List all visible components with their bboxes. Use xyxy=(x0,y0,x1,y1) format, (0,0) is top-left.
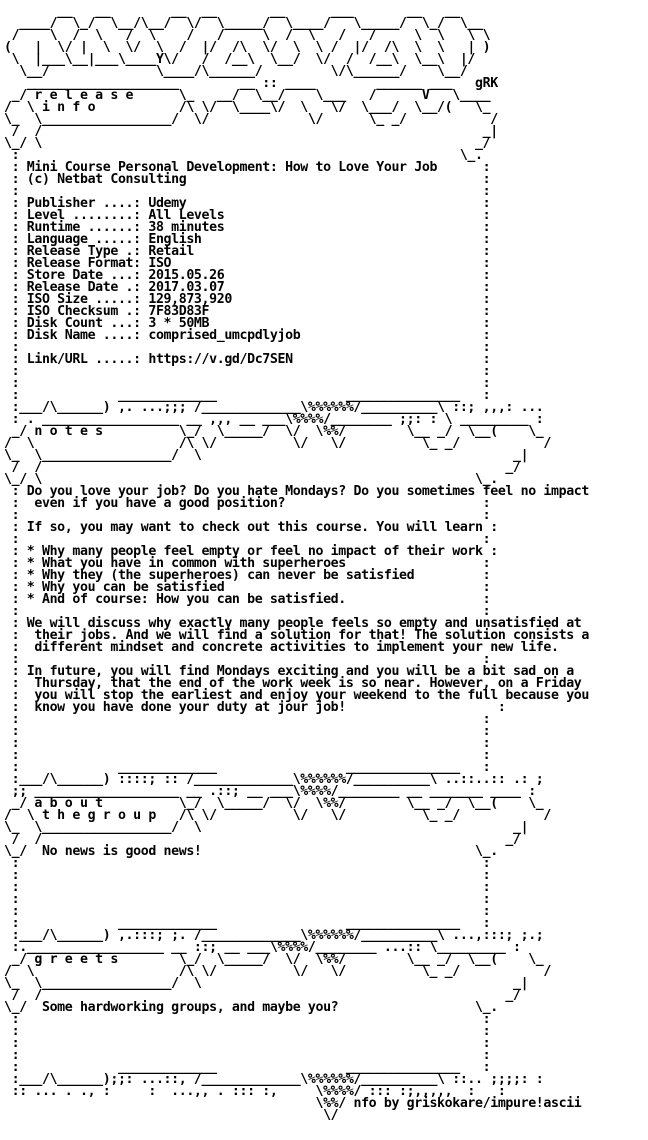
nfo-line: : Thursday, that the end of the work week is so near. However, on a Friday xyxy=(4,676,582,691)
nfo-line: : Level ........: All Levels : xyxy=(4,208,491,223)
nfo-line: : If so, you may want to check out this course. You will learn : xyxy=(4,520,498,535)
nfo-line: : : xyxy=(4,1048,491,1063)
nfo-line: / / _/ xyxy=(4,460,521,475)
nfo-line: \/ xyxy=(4,1108,339,1123)
nfo-line: \%%/ nfo by griskokare/impure!ascii xyxy=(4,1096,582,1111)
nfo-line: : Disk Name ....: comprised_umcpdlyjob : xyxy=(4,328,491,343)
nfo-line: \ |___\__|___\____Y\/ / /__\ \__/ \/ / /__\ \__\ |/ xyxy=(4,52,476,67)
nfo-line: : : xyxy=(4,880,491,895)
nfo-line: : : xyxy=(4,1012,491,1027)
nfo-line: : : xyxy=(4,724,491,739)
nfo-line: : even if you have a good position? : xyxy=(4,496,491,511)
nfo-line: : . __________________ __ ,,, __ ___\%%%%/________ ;;: : \ _________ : xyxy=(4,412,544,427)
nfo-line: \_ \_________________/ \ _| xyxy=(4,976,529,991)
nfo-line: : Link/URL .....: https://v.gd/Dc7SEN : xyxy=(4,352,491,367)
nfo-line: : * Why they (the superheroes) can never be satisfied : xyxy=(4,568,491,583)
nfo-line: : Do you love your job? Do you hate Mondays? Do you sometimes feel no impact xyxy=(4,484,589,499)
nfo-line: : : xyxy=(4,376,491,391)
nfo-line: _/ n o t e s \_/ \_____/ \/ \%%/ \__ _/ \__( \_ xyxy=(4,424,544,439)
nfo-line: :___/\______);;: ...::, /_____________\%%%%%%/__________\ ::.. ;;;;: : xyxy=(4,1072,544,1087)
nfo-line: : _____________ _______________ : xyxy=(4,760,491,775)
nfo-line: : : xyxy=(4,604,491,619)
nfo-line: : : xyxy=(4,736,491,751)
nfo-line: : : xyxy=(4,892,491,907)
nfo-line: : \_. xyxy=(4,148,483,163)
nfo-line: : * Why you can be satisfied : xyxy=(4,580,491,595)
nfo-line: ____/ \_/ \__/\__/ \/ \_____/ \____/ \_____/ \_/ \__ xyxy=(4,16,483,31)
nfo-line: : : xyxy=(4,652,491,667)
nfo-line: : _____________ _______________ : xyxy=(4,916,491,931)
nfo-line: \_ \_________________/ \/ \/ \_ _/ / xyxy=(4,112,498,127)
nfo-line: : ISO Checksum .: 7F83D83F : xyxy=(4,304,491,319)
nfo-line: : : xyxy=(4,868,491,883)
nfo-line: _/ a b o u t \_/ \_____/ \/ \%%/ \__ _/ \__( \_ xyxy=(4,796,544,811)
nfo-line: / \ / \ / \ / / \ / \ / / \ \ \ \ xyxy=(4,28,491,43)
nfo-line: : Disk Count ...: 3 * 50MB : xyxy=(4,316,491,331)
nfo-line: : different mindset and concrete activities to implement your new life. xyxy=(4,640,559,655)
nfo-line: : We will discuss why exactly many people feels so empty and unsatisfied at xyxy=(4,616,582,631)
nfo-line: : : xyxy=(4,364,491,379)
nfo-line: : : xyxy=(4,856,491,871)
nfo-line: : Language .....: English : xyxy=(4,232,491,247)
nfo-line: : : xyxy=(4,904,491,919)
nfo-line: ;; ___________________ __ .::; __ ___\%%%%/________ __ _______ ____ : xyxy=(4,784,536,799)
nfo-line: : : xyxy=(4,340,491,355)
nfo-line: \_ \_________________/ \ _| xyxy=(4,820,529,835)
nfo-line: : : xyxy=(4,184,491,199)
nfo-line: \_ \_________________/ \ _| xyxy=(4,448,529,463)
nfo-line: : : xyxy=(4,748,491,763)
nfo-line: : (c) Netbat Consulting : xyxy=(4,172,491,187)
nfo-line: :.__________________ __ ::; __ ___\%%%%/________ ...:: \_________ : xyxy=(4,940,521,955)
nfo-line: \_/ No news is good news! \_. xyxy=(4,844,498,859)
nfo-line: \__/ \____/\______/ \/\______/ \__/ xyxy=(4,64,476,79)
nfo-line: / \ t h e g r o u p /\ \/ \/ \/ \_ _/ / xyxy=(4,808,551,823)
nfo-line: : _____________ _______________ : xyxy=(4,388,491,403)
nfo-line: ( | \/ | \ \/ \ / |/ /\ \/ \ \ / |/ /\ \ \ | ) xyxy=(4,40,491,55)
nfo-line: : _____________ _______________ : xyxy=(4,1060,491,1075)
nfo-line: : : xyxy=(4,508,491,523)
nfo-line: : Store Date ...: 2015.05.26 : xyxy=(4,268,491,283)
nfo-line: :___/\______) ,. ...;;; /_____________\%%%%%%/__________\ ::; ,,,: ... xyxy=(4,400,544,415)
nfo-line: __ __ __ __ __ ___ __ __ xyxy=(4,4,476,19)
nfo-line: \_/ \ \_. xyxy=(4,472,498,487)
nfo-line: :___/\______) ,.:::; ;. /_____________\%%%%%%/__________\ ...,:::; ;.; xyxy=(4,928,544,943)
nfo-line: / \ /\ \/ \/ \/ \_ _/ / xyxy=(4,964,551,979)
nfo-line: : Runtime ......: 38 minutes : xyxy=(4,220,491,235)
nfo-line: / / _| xyxy=(4,124,498,139)
nfo-line: / \ i n f o /\ \/ \____\/ \ \/ \___/ \__/( \_ xyxy=(4,100,491,115)
nfo-line: \_/ Some hardworking groups, and maybe you? \_. xyxy=(4,1000,498,1015)
nfo-line: : : xyxy=(4,1036,491,1051)
nfo-line: : Release Date .: 2017.03.07 : xyxy=(4,280,491,295)
nfo-line: : Release Format: ISO : xyxy=(4,256,491,271)
nfo-line: : * Why many people feel empty or feel no impact of their work : xyxy=(4,544,498,559)
nfo-line: : their jobs. And we will find a solution for that! The solution consists a xyxy=(4,628,589,643)
nfo-line: :___/\______) ::::; :: /_____________\%%%%%%/__________\ ..::..:: .: ; xyxy=(4,772,544,787)
nfo-line: :: ... . ., : : ...,, . ::: :, \%%%%/ ::: :;,,,,, : : xyxy=(4,1084,506,1099)
nfo-line: / / _/ xyxy=(4,988,521,1003)
nfo-ascii-art xyxy=(4,6,589,1122)
nfo-line: / \ /\ \/ \/ \/ \_ _/ / xyxy=(4,436,551,451)
nfo-line: / / _/ xyxy=(4,832,521,847)
nfo-line: \_/ \ _/ xyxy=(4,136,491,151)
nfo-line: : Release Type .: Retail : xyxy=(4,244,491,259)
nfo-line: : : xyxy=(4,1024,491,1039)
nfo-line: : Publisher ....: Udemy : xyxy=(4,196,491,211)
nfo-line: : In future, you will find Mondays exciting and you will be a bit sad on a xyxy=(4,664,574,679)
nfo-line: : * And of course: How you can be satisfied. : xyxy=(4,592,491,607)
nfo-line: : * What you have in common with superheroes : xyxy=(4,556,491,571)
nfo-line: _/ g r e e t s \_/ \_____/ \/ \%%/ \__ _/ \__( \_ xyxy=(4,952,544,967)
nfo-line: : ISO Size .....: 129,873,920 : xyxy=(4,292,491,307)
nfo-line: _/ r e l e a s e \_ __/ \__/ \___ / V \____ xyxy=(4,88,491,103)
nfo-line: : Mini Course Personal Development: How to Love Your Job : xyxy=(4,160,491,175)
nfo-line: : : xyxy=(4,712,491,727)
nfo-line: : you will stop the earliest and enjoy your weekend to the full because you xyxy=(4,688,589,703)
nfo-line: ____________________ __ :: ____ ______ ___ gRK xyxy=(4,76,498,91)
nfo-line: : : xyxy=(4,532,491,547)
nfo-line: : know you have done your duty at jour job! : xyxy=(4,700,506,715)
